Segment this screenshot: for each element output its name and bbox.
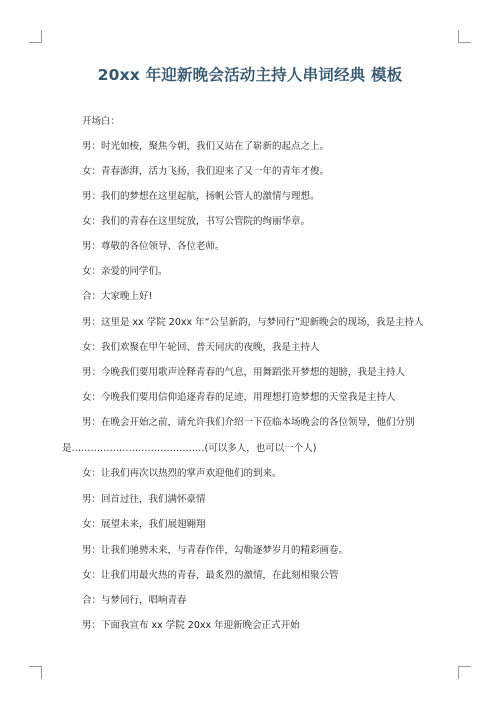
crop-mark-bottom-right: [458, 666, 471, 679]
crop-mark-top-right: [458, 30, 471, 43]
script-line: 男：在晚会开始之前，请允许我们介绍一下莅临本场晚会的各位领导，他们分别: [82, 417, 415, 428]
script-line: 男：我们的梦想在这里起航，扬帆公管人的激情与理想。: [82, 191, 320, 202]
script-line: 是……………………………………(可以多人，也可以一个人): [62, 443, 317, 454]
script-line: 合：与梦同行，唱响青春: [82, 595, 187, 606]
script-line: 女：我们的青春在这里绽放，书写公管院的绚丽华章。: [82, 216, 311, 227]
script-line: 男：今晚我们要用歌声诠释青春的气息，用舞蹈张开梦想的翅膀，我是主持人: [82, 367, 406, 378]
script-line: 男：回首过往，我们满怀豪情: [82, 494, 206, 505]
script-line: 男：尊敬的各位领导、各位老师。: [82, 241, 225, 252]
script-line: 女：让我们用最火热的青春，最炙烈的激情，在此刻相聚公管: [82, 570, 339, 581]
script-line: 男：时光如梭，聚焦今朝，我们又站在了崭新的起点之上。: [82, 141, 330, 152]
script-line: 女：青春澎湃，活力飞扬，我们迎来了又一年的青年才俊。: [82, 166, 330, 177]
document-title: 20xx 年迎新晚会活动主持人串词经典 模板: [97, 66, 403, 84]
script-line: 合：大家晚上好!: [82, 291, 153, 302]
script-line: 男：这里是 xx 学院 20xx 年“公呈新韵，与梦同行”迎新晚会的现场，我是主持人: [82, 317, 424, 328]
section-heading: 开场白：: [82, 116, 121, 127]
script-line: 女：展望未来，我们展翅翱翔: [82, 519, 206, 530]
script-line: 女：让我们再次以热烈的掌声欢迎他们的到来。: [82, 468, 282, 479]
crop-mark-top-left: [29, 30, 42, 43]
script-line: 女：今晚我们要用信仰追逐青春的足迹，用理想打造梦想的天堂我是主持人: [82, 392, 396, 403]
script-line: 女：我们欢聚在甲午轮回、普天同庆的夜晚，我是主持人: [82, 342, 320, 353]
crop-mark-bottom-left: [29, 666, 42, 679]
script-line: 男：让我们驰骋未来，与青春作伴，勾勒逐梦岁月的精彩画卷。: [82, 545, 349, 556]
script-line: 男：下面我宣布 xx 学院 20xx 年迎新晚会正式开始: [82, 620, 300, 631]
script-line: 女：亲爱的同学们。: [82, 266, 168, 277]
